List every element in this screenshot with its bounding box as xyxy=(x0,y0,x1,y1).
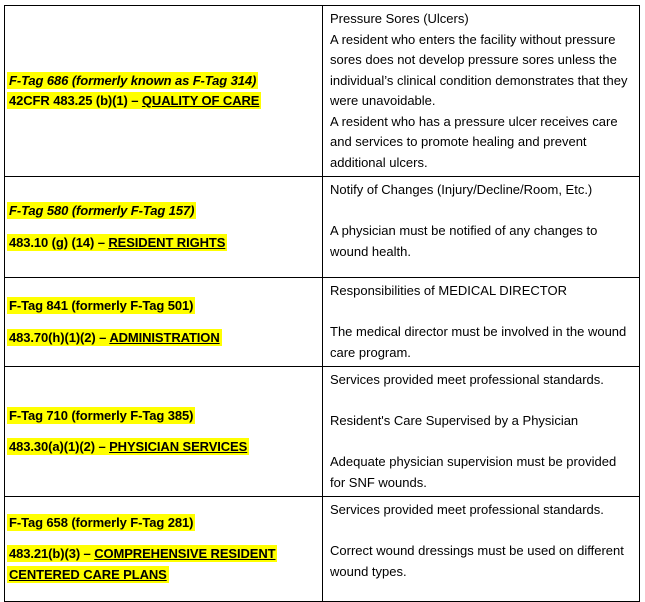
table-row xyxy=(5,367,640,497)
description-paragraph: A physician must be notified of any changes to wound health. xyxy=(330,223,598,259)
regulation-name: QUALITY OF CARE xyxy=(141,93,260,108)
table-row xyxy=(5,278,640,367)
table-row xyxy=(5,497,640,602)
ftag-cell xyxy=(5,177,323,278)
ftag-title-line xyxy=(7,406,316,427)
regulation-prefix: 483.10 (g) (14) – xyxy=(9,234,109,250)
ftag-cell xyxy=(5,278,323,367)
description-paragraph: A resident who enters the facility without pressure sores does not develop pressure sores unless the individual’s clinical condition demonstrates that they were unavoidable. xyxy=(330,31,628,108)
ftag-title-line xyxy=(7,296,316,317)
description-paragraph: Services provided meet professional standards. xyxy=(330,372,604,387)
description-cell xyxy=(323,6,640,177)
description-paragraph: A resident who has a pressure ulcer receives care and services to promote healing and prevent additional ulcers. xyxy=(330,113,618,170)
ftag-regulation xyxy=(7,545,277,583)
ftag-regulation xyxy=(7,92,261,109)
ftag-cell xyxy=(5,6,323,177)
regulation-prefix: 483.21(b)(3) – xyxy=(9,546,95,562)
description-paragraph: Services provided meet professional standards. xyxy=(330,502,604,517)
description-paragraph: Responsibilities of MEDICAL DIRECTOR xyxy=(330,283,567,298)
ftag-regulation-line xyxy=(7,233,316,254)
description-cell xyxy=(323,367,640,497)
ftag-regulation xyxy=(7,234,227,251)
description-cell xyxy=(323,278,640,367)
regulation-name: ADMINISTRATION xyxy=(109,329,220,345)
ftag-regulation-line xyxy=(7,544,316,585)
ftag-regulation-line xyxy=(7,437,316,458)
ftag-title-line xyxy=(7,71,316,92)
regulation-name: PHYSICIAN SERVICES xyxy=(109,439,248,454)
description-paragraph: Adequate physician supervision must be provided for SNF wounds. xyxy=(330,454,617,490)
ftag-regulation-line xyxy=(7,328,316,349)
ftag-cell xyxy=(5,497,323,602)
regulation-prefix: 42CFR 483.25 (b)(1) – xyxy=(9,93,142,108)
description-paragraph: Pressure Sores (Ulcers) xyxy=(330,11,469,26)
regulation-prefix: 483.30(a)(1)(2) – xyxy=(9,439,110,454)
ftag-title: F-Tag 686 (formerly known as F-Tag 314) xyxy=(9,72,257,88)
ftag-cell xyxy=(5,367,323,497)
ftag-regulation xyxy=(7,329,222,346)
ftag-regulation-line xyxy=(7,91,316,112)
table-row xyxy=(5,177,640,278)
ftag-title: F-Tag 580 (formerly F-Tag 157) xyxy=(9,203,195,218)
description-paragraph: Correct wound dressings must be used on different wound types. xyxy=(330,543,624,579)
table-body xyxy=(5,6,640,602)
description-cell xyxy=(323,177,640,278)
description-cell xyxy=(323,497,640,602)
regulation-name: COMPREHENSIVE RESIDENT CENTERED CARE PLANS xyxy=(9,546,276,582)
ftag-title-line xyxy=(7,201,316,222)
description-paragraph: Notify of Changes (Injury/Decline/Room, Etc.) xyxy=(330,182,593,197)
table-row xyxy=(5,6,640,177)
ftag-title: F-Tag 658 (formerly F-Tag 281) xyxy=(9,514,194,530)
ftag-title: F-Tag 841 (formerly F-Tag 501) xyxy=(9,298,194,313)
ftag-regulation xyxy=(7,438,249,455)
description-paragraph: Resident's Care Supervised by a Physician xyxy=(330,413,579,428)
description-paragraph: The medical director must be involved in the wound care program. xyxy=(330,324,627,360)
ftag-regulation-table xyxy=(4,5,640,602)
regulation-name: RESIDENT RIGHTS xyxy=(108,234,226,250)
regulation-prefix: 483.70(h)(1)(2) – xyxy=(9,329,110,345)
ftag-title: F-Tag 710 (formerly F-Tag 385) xyxy=(9,407,194,423)
ftag-title-line xyxy=(7,513,316,534)
